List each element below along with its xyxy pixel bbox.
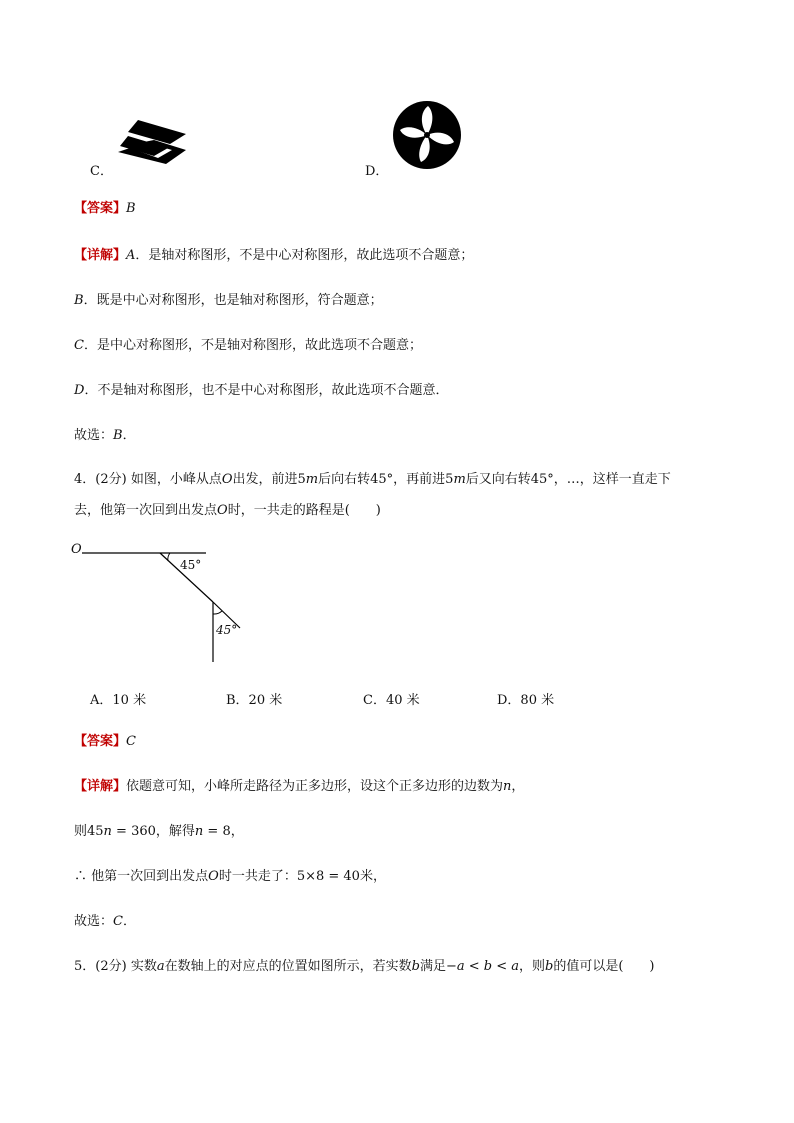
q4-question-line1: 4．(2分) 如图，小峰从点O出发，前进5m后向右转45°，再前进5m后又向右转45°，…，这样一直走下 [74, 472, 671, 487]
answer-tag: 【答案】 [74, 201, 127, 216]
q4-explain-line3: ∴ 他第一次回到出发点O时一共走了：5×8 = 40米， [74, 869, 386, 884]
fig-angle-2: 45° [216, 623, 238, 637]
option-c-figure [114, 118, 189, 168]
q3-explain-c: C．是中心对称图形，不是轴对称图形，故此选项不合题意； [74, 338, 422, 353]
q4-option-a: A．10 米 [90, 693, 147, 708]
q3-choose: 故选：B． [74, 428, 136, 443]
q5-question: 5．(2分) 实数a在数轴上的对应点的位置如图所示，若实数b满足−a < b < a，则b的值可以是( ) [74, 959, 655, 974]
q4-explain-line2: 则45n = 360，解得n = 8， [74, 824, 244, 839]
q4-answer-line: 【答案】C [74, 734, 136, 749]
q4-question-line2: 去，他第一次回到出发点O时，一共走的路程是( ) [74, 503, 381, 518]
option-c-label: C． [90, 164, 113, 179]
option-d-figure [392, 100, 462, 170]
q4-option-b: B．20 米 [226, 693, 283, 708]
fig-point-o: O [71, 542, 82, 557]
q4-option-d: D．80 米 [497, 693, 555, 708]
q4-explain-line1: 【详解】依题意可知，小峰所走路径为正多边形，设这个正多边形的边数为n， [74, 779, 525, 794]
q3-explain-d: D．不是轴对称图形，也不是中心对称图形，故此选项不合题意． [74, 383, 449, 398]
option-d-label: D． [365, 164, 389, 179]
q3-answer-line [74, 200, 136, 218]
q4-choose: 故选：C． [74, 914, 136, 929]
q3-explain-b: B．既是中心对称图形，也是轴对称图形，符合题意； [74, 293, 383, 308]
explain-tag: 【详解】 [74, 248, 127, 263]
q3-explain-a: 【详解】A．是轴对称图形，不是中心对称图形，故此选项不合题意； [74, 248, 474, 263]
q4-option-c: C．40 米 [363, 693, 420, 708]
fig-angle-1: 45° [180, 558, 202, 572]
q4-path-figure [70, 540, 250, 665]
answer-value: B [126, 201, 136, 216]
